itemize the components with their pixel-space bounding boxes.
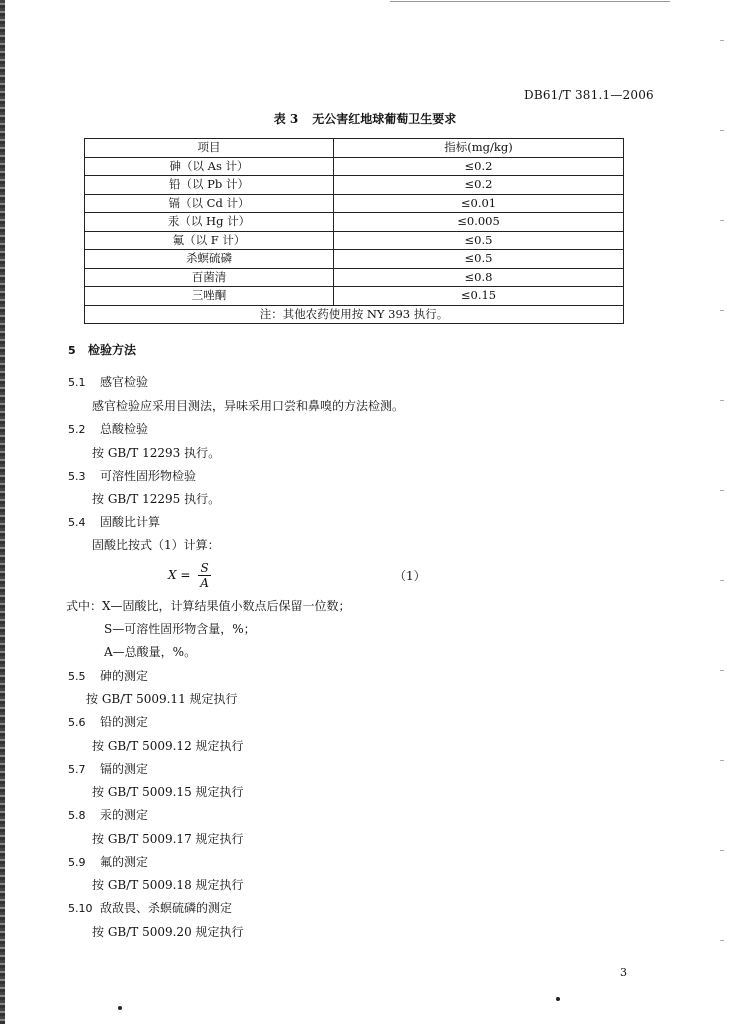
header-item: 项目 <box>85 139 334 158</box>
section-number: 5.7 <box>68 763 86 776</box>
section-5-3-body: 按 GB/T 12295 执行。 <box>92 492 221 506</box>
page-number: 3 <box>620 966 627 979</box>
standard-code: DB61/T 381.1—2006 <box>524 88 654 102</box>
section-number: 5.10 <box>68 902 93 915</box>
hygiene-requirements-table <box>84 138 624 324</box>
table-row <box>85 268 624 287</box>
section-title: 感官检验 <box>100 375 149 389</box>
where-s: S—可溶性固形物含量，%； <box>104 622 256 636</box>
section-number: 5.1 <box>68 376 86 389</box>
section-title: 铅的测定 <box>100 715 149 729</box>
section-number: 5.2 <box>68 423 86 436</box>
section-title: 镉的测定 <box>100 762 149 776</box>
section-5-9-body: 按 GB/T 5009.18 规定执行 <box>92 878 244 892</box>
section-5-2-heading <box>68 421 148 438</box>
section-5-6-body: 按 GB/T 5009.12 规定执行 <box>92 739 244 753</box>
table-title <box>0 110 730 127</box>
where-x: 式中：X—固酸比，计算结果值小数点后保留一位数； <box>66 599 351 613</box>
section-5-1-heading <box>68 374 148 391</box>
section-5-heading <box>68 342 136 359</box>
table-row <box>85 287 624 306</box>
section-title: 检验方法 <box>88 343 137 357</box>
section-title: 总酸检验 <box>100 422 149 436</box>
row-limit: ≤0.2 <box>334 157 624 176</box>
section-5-1-body: 感官检验应采用目测法，异味采用口尝和鼻嗅的方法检测。 <box>92 399 405 413</box>
formula-lhs: X = <box>168 568 191 582</box>
section-title: 敌敌畏、杀螟硫磷的测定 <box>100 901 233 915</box>
section-5-9-heading <box>68 854 148 871</box>
section-5-3-heading <box>68 468 196 485</box>
section-5-4-heading <box>68 514 160 531</box>
row-limit: ≤0.005 <box>334 213 624 232</box>
header-limit: 指标(mg/kg) <box>334 139 624 158</box>
formula-denominator: A <box>200 576 209 590</box>
row-limit: ≤0.2 <box>334 176 624 195</box>
section-5-2-body: 按 GB/T 12293 执行。 <box>92 446 221 460</box>
row-item: 三唑酮 <box>85 287 334 306</box>
row-limit: ≤0.01 <box>334 194 624 213</box>
scan-speck <box>556 997 560 1001</box>
section-title: 可溶性固形物检验 <box>100 469 197 483</box>
equation-number: （1） <box>394 569 426 583</box>
formula-1 <box>168 561 211 590</box>
section-5-7-heading <box>68 761 148 778</box>
table-row <box>85 250 624 269</box>
row-item: 汞（以 Hg 计） <box>85 213 334 232</box>
row-item: 氟（以 F 计） <box>85 231 334 250</box>
section-5-6-heading <box>68 714 148 731</box>
table-note-row <box>85 305 624 324</box>
table-row <box>85 231 624 250</box>
row-item: 砷（以 As 计） <box>85 157 334 176</box>
row-limit: ≤0.5 <box>334 231 624 250</box>
scan-top-line <box>390 1 670 2</box>
table-title-text: 无公害红地球葡萄卫生要求 <box>312 112 457 126</box>
scan-speck <box>118 1006 122 1010</box>
section-5-8-body: 按 GB/T 5009.17 规定执行 <box>92 832 244 846</box>
formula-numerator: S <box>198 561 211 576</box>
table-row <box>85 176 624 195</box>
section-number: 5 <box>68 344 76 357</box>
section-5-10-body: 按 GB/T 5009.20 规定执行 <box>92 925 244 939</box>
section-number: 5.8 <box>68 809 86 822</box>
table-label: 表 3 <box>273 112 299 126</box>
table-row <box>85 213 624 232</box>
section-5-7-body: 按 GB/T 5009.15 规定执行 <box>92 785 244 799</box>
row-limit: ≤0.15 <box>334 287 624 306</box>
section-title: 氟的测定 <box>100 855 149 869</box>
section-5-5-heading <box>68 668 148 685</box>
section-title: 固酸比计算 <box>100 515 161 529</box>
table-note: 注：其他农药使用按 NY 393 执行。 <box>85 305 624 324</box>
row-item: 杀螟硫磷 <box>85 250 334 269</box>
table-row <box>85 157 624 176</box>
section-number: 5.6 <box>68 716 86 729</box>
scan-right-specks <box>720 0 724 1024</box>
section-title: 汞的测定 <box>100 808 149 822</box>
table-row <box>85 194 624 213</box>
section-number: 5.5 <box>68 670 86 683</box>
row-item: 百菌清 <box>85 268 334 287</box>
section-title: 砷的测定 <box>100 669 149 683</box>
scan-edge <box>0 0 5 1024</box>
row-limit: ≤0.5 <box>334 250 624 269</box>
where-a: A—总酸量，%。 <box>104 645 197 659</box>
table-header-row <box>85 139 624 158</box>
row-item: 镉（以 Cd 计） <box>85 194 334 213</box>
section-5-8-heading <box>68 807 148 824</box>
row-limit: ≤0.8 <box>334 268 624 287</box>
section-5-5-body: 按 GB/T 5009.11 规定执行 <box>86 692 238 706</box>
formula-fraction <box>198 561 211 590</box>
section-number: 5.9 <box>68 856 86 869</box>
section-number: 5.3 <box>68 470 86 483</box>
section-5-4-body: 固酸比按式（1）计算： <box>92 538 220 552</box>
section-number: 5.4 <box>68 516 86 529</box>
section-5-10-heading <box>68 900 232 917</box>
row-item: 铅（以 Pb 计） <box>85 176 334 195</box>
